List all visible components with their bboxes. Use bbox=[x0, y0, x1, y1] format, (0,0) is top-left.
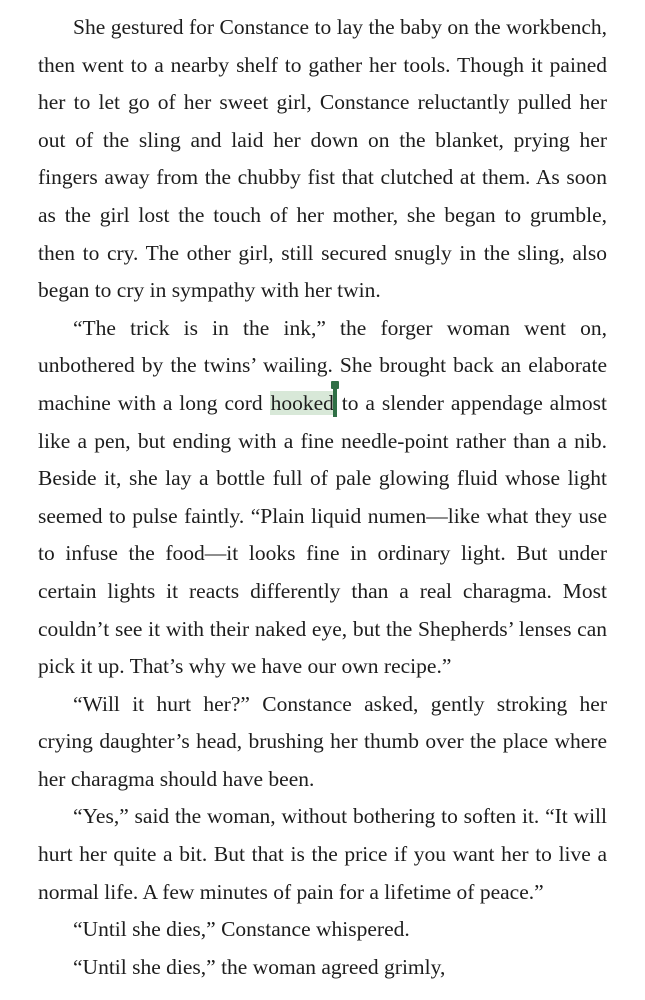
paragraph-text[interactable]: “The trick is in the ink,” the forger woman went on, unbothered by the twins’ wailing. She brought back an elaborate machine with a long cord bbox=[38, 315, 607, 415]
paragraph[interactable]: “Until she dies,” the woman agreed grimly, bbox=[73, 954, 446, 979]
paragraph[interactable]: “Will it hurt her?” Constance asked, gently stroking her crying daughter’s head, brushing her thumb over the place where her charagma should have been. bbox=[38, 691, 607, 791]
paragraph[interactable]: “Until she dies,” Constance whispered. bbox=[73, 917, 410, 942]
paragraph[interactable] bbox=[38, 310, 607, 686]
paragraph[interactable]: She gestured for Constance to lay the baby on the workbench, then went to a nearby shelf to gather her tools. Though it pained her to let go of her sweet girl, Constance reluctantly pulled her out of the sling and laid her down on the blanket, prying her fingers away from the chubby fist that clutched at them. As soon as the girl lost the touch of her mother, she began to grumble, then to cry. The other girl, still secured snugly in the sling, also began to cry in sympathy with her twin. bbox=[38, 15, 607, 303]
selected-word-highlight[interactable]: hooked bbox=[270, 390, 334, 415]
paragraph[interactable]: “Yes,” said the woman, without bothering to soften it. “It will hurt her quite a bit. But that is the price if you want her to live a normal life. A few minutes of pain for a lifetime of peace.” bbox=[38, 804, 607, 904]
reader-page[interactable] bbox=[38, 9, 607, 986]
paragraph-text[interactable]: to a slender appendage almost like a pen, but ending with a fine needle-point rather than a nib. Beside it, she lay a bottle full of pale glowing fluid whose light seemed to pulse faintly. “Plain liquid numen—like what they use to infuse the food—it looks fine in ordinary light. But under certain lights it reacts differently than a real charagma. Most couldn’t see it with their naked eye, but the Shepherds’ lenses can pick it up. That’s why we have our own recipe.” bbox=[38, 390, 607, 679]
